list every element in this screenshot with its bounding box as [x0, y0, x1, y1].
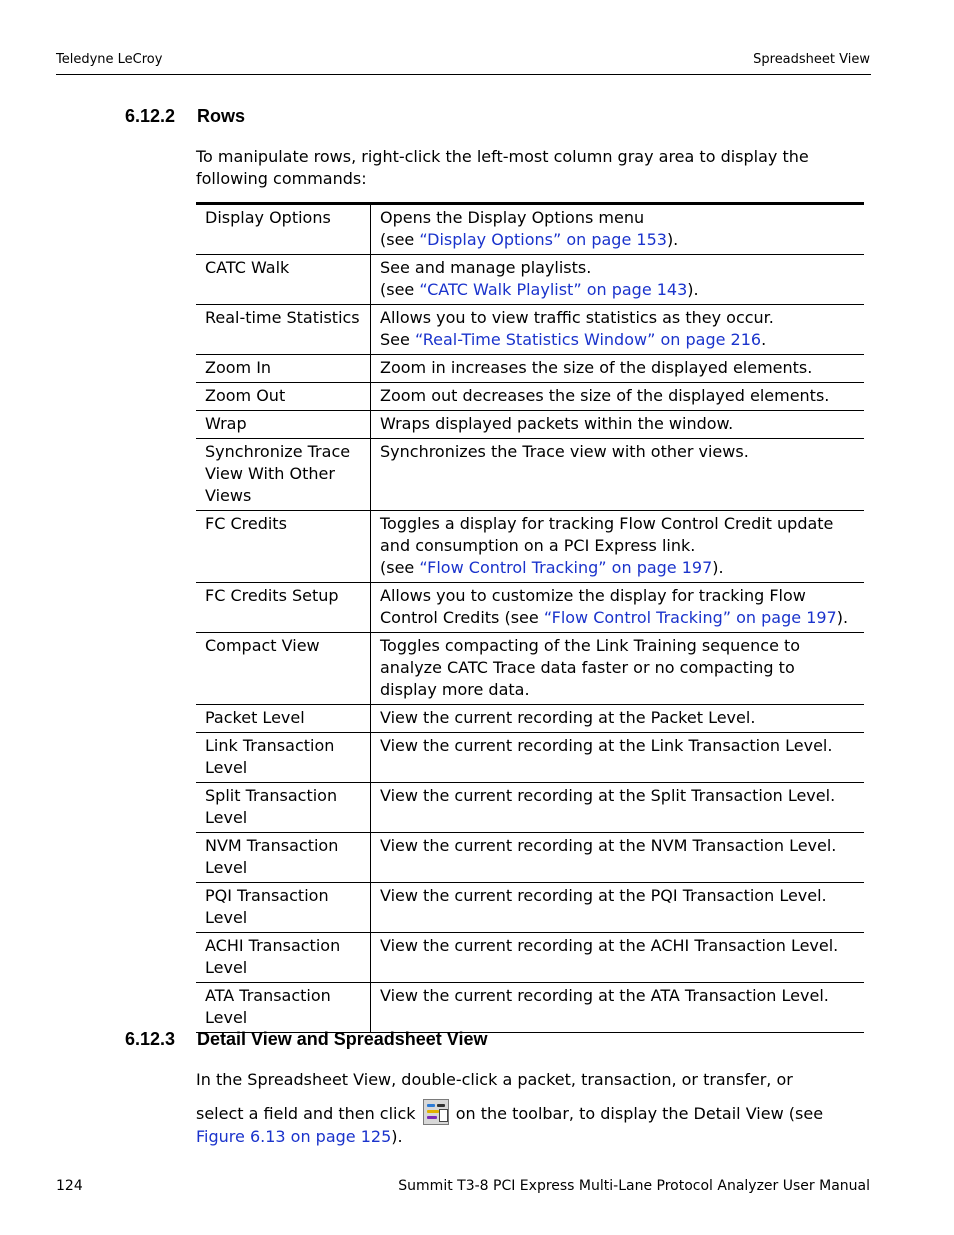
- table-row: [196, 439, 864, 511]
- table-row: [196, 983, 864, 1033]
- description-text: Synchronizes the Trace view with other views.: [380, 442, 749, 461]
- running-header-right: Spreadsheet View: [753, 52, 870, 67]
- detail-text: on the toolbar, to display the Detail View (see: [455, 1104, 824, 1123]
- description-text: View the current recording at the ATA Transaction Level.: [380, 986, 829, 1005]
- command-description: [371, 883, 865, 933]
- command-description: [371, 933, 865, 983]
- description-text: View the current recording at the NVM Transaction Level.: [380, 836, 837, 855]
- command-name: Zoom Out: [196, 383, 371, 411]
- command-description: [371, 705, 865, 733]
- command-description: Allows you to view traffic statistics as they occur. See “Real-Time Statistics Window” on page 216.: [371, 305, 865, 355]
- command-name: ATA Transaction Level: [196, 983, 371, 1033]
- page-number: 124: [56, 1178, 83, 1194]
- footer-title: Summit T3-8 PCI Express Multi-Lane Protocol Analyzer User Manual: [398, 1178, 870, 1194]
- detail-paragraph-line3: Figure 6.13 on page 125).: [196, 1127, 403, 1146]
- cross-reference-link[interactable]: “Real-Time Statistics Window” on page 216: [414, 330, 762, 349]
- table-row: [196, 733, 864, 783]
- table-row: [196, 204, 864, 255]
- section-number: 6.12.2: [125, 106, 176, 126]
- description-text: View the current recording at the Split Transaction Level.: [380, 786, 836, 805]
- command-name: Real-time Statistics: [196, 305, 371, 355]
- command-name: CATC Walk: [196, 255, 371, 305]
- command-name: FC Credits: [196, 511, 371, 583]
- command-description: [371, 733, 865, 783]
- table-row: [196, 511, 864, 583]
- command-description: Allows you to customize the display for tracking Flow Control Credits (see “Flow Control Tracking” on page 197).: [371, 583, 865, 633]
- table-row: [196, 633, 864, 705]
- description-text: View the current recording at the PQI Transaction Level.: [380, 886, 827, 905]
- command-name: NVM Transaction Level: [196, 833, 371, 883]
- description-text: See and manage playlists.: [380, 258, 592, 277]
- description-text: View the current recording at the Link Transaction Level.: [380, 736, 833, 755]
- section-heading-rows: [125, 106, 245, 127]
- command-name: Compact View: [196, 633, 371, 705]
- command-description: [371, 411, 865, 439]
- command-description: See and manage playlists. (see “CATC Walk Playlist” on page 143).: [371, 255, 865, 305]
- section-title: Detail View and Spreadsheet View: [197, 1029, 488, 1049]
- running-header-left: Teledyne LeCroy: [56, 52, 163, 67]
- figure-link[interactable]: Figure 6.13 on page 125: [196, 1127, 392, 1146]
- cross-reference-link[interactable]: “Flow Control Tracking” on page 197: [419, 558, 713, 577]
- cross-reference-link[interactable]: “CATC Walk Playlist” on page 143: [419, 280, 688, 299]
- command-description: [371, 983, 865, 1033]
- detail-view-icon: [423, 1099, 449, 1125]
- table-row: [196, 883, 864, 933]
- table-row: [196, 705, 864, 733]
- row-commands-table: [196, 202, 864, 1033]
- command-description: [371, 783, 865, 833]
- command-name: Wrap: [196, 411, 371, 439]
- section-number: 6.12.3: [125, 1029, 176, 1049]
- description-text: View the current recording at the Packet Level.: [380, 708, 756, 727]
- section-title: Rows: [197, 106, 246, 126]
- command-name: Display Options: [196, 204, 371, 255]
- command-description: [371, 633, 865, 705]
- command-name: Packet Level: [196, 705, 371, 733]
- command-description: Toggles a display for tracking Flow Control Credit update and consumption on a PCI Express link. (see “Flow Control Tracking” on page 197).: [371, 511, 865, 583]
- header-rule: [56, 74, 871, 75]
- cross-reference-link[interactable]: “Flow Control Tracking” on page 197: [543, 608, 837, 627]
- command-description: [371, 355, 865, 383]
- description-text: Opens the Display Options menu: [380, 208, 645, 227]
- table-row: [196, 383, 864, 411]
- detail-text: select a field and then click: [196, 1104, 416, 1123]
- table-row: [196, 355, 864, 383]
- command-name: FC Credits Setup: [196, 583, 371, 633]
- description-text: Toggles a display for tracking Flow Control Credit update and consumption on a PCI Express link.: [380, 514, 834, 555]
- table-row: [196, 833, 864, 883]
- command-name: PQI Transaction Level: [196, 883, 371, 933]
- command-description: Opens the Display Options menu (see “Display Options” on page 153).: [371, 204, 865, 255]
- table-row: [196, 583, 864, 633]
- command-name: ACHI Transaction Level: [196, 933, 371, 983]
- table-row: [196, 783, 864, 833]
- command-name: Zoom In: [196, 355, 371, 383]
- table-row: [196, 305, 864, 355]
- description-text: Zoom in increases the size of the displayed elements.: [380, 358, 813, 377]
- command-name: Synchronize Trace View With Other Views: [196, 439, 371, 511]
- detail-paragraph-line1: In the Spreadsheet View, double-click a packet, transaction, or transfer, or: [196, 1070, 793, 1089]
- rows-intro-paragraph: To manipulate rows, right-click the left-most column gray area to display the following commands:: [196, 147, 809, 188]
- cross-reference-link[interactable]: “Display Options” on page 153: [419, 230, 667, 249]
- description-text: Allows you to view traffic statistics as they occur.: [380, 308, 774, 327]
- table-row: [196, 933, 864, 983]
- description-text: Wraps displayed packets within the window.: [380, 414, 734, 433]
- command-description: [371, 833, 865, 883]
- description-text: View the current recording at the ACHI Transaction Level.: [380, 936, 839, 955]
- command-description: [371, 439, 865, 511]
- command-name: Link Transaction Level: [196, 733, 371, 783]
- description-text: Zoom out decreases the size of the displayed elements.: [380, 386, 830, 405]
- description-text: Toggles compacting of the Link Training sequence to analyze CATC Trace data faster or no compacting to display more data.: [380, 636, 801, 699]
- command-description: [371, 383, 865, 411]
- section-heading-detail: [125, 1029, 487, 1050]
- command-name: Split Transaction Level: [196, 783, 371, 833]
- description-text: Allows you to customize the display for tracking Flow Control Credits (see: [380, 586, 806, 627]
- table-row: [196, 255, 864, 305]
- table-row: [196, 411, 864, 439]
